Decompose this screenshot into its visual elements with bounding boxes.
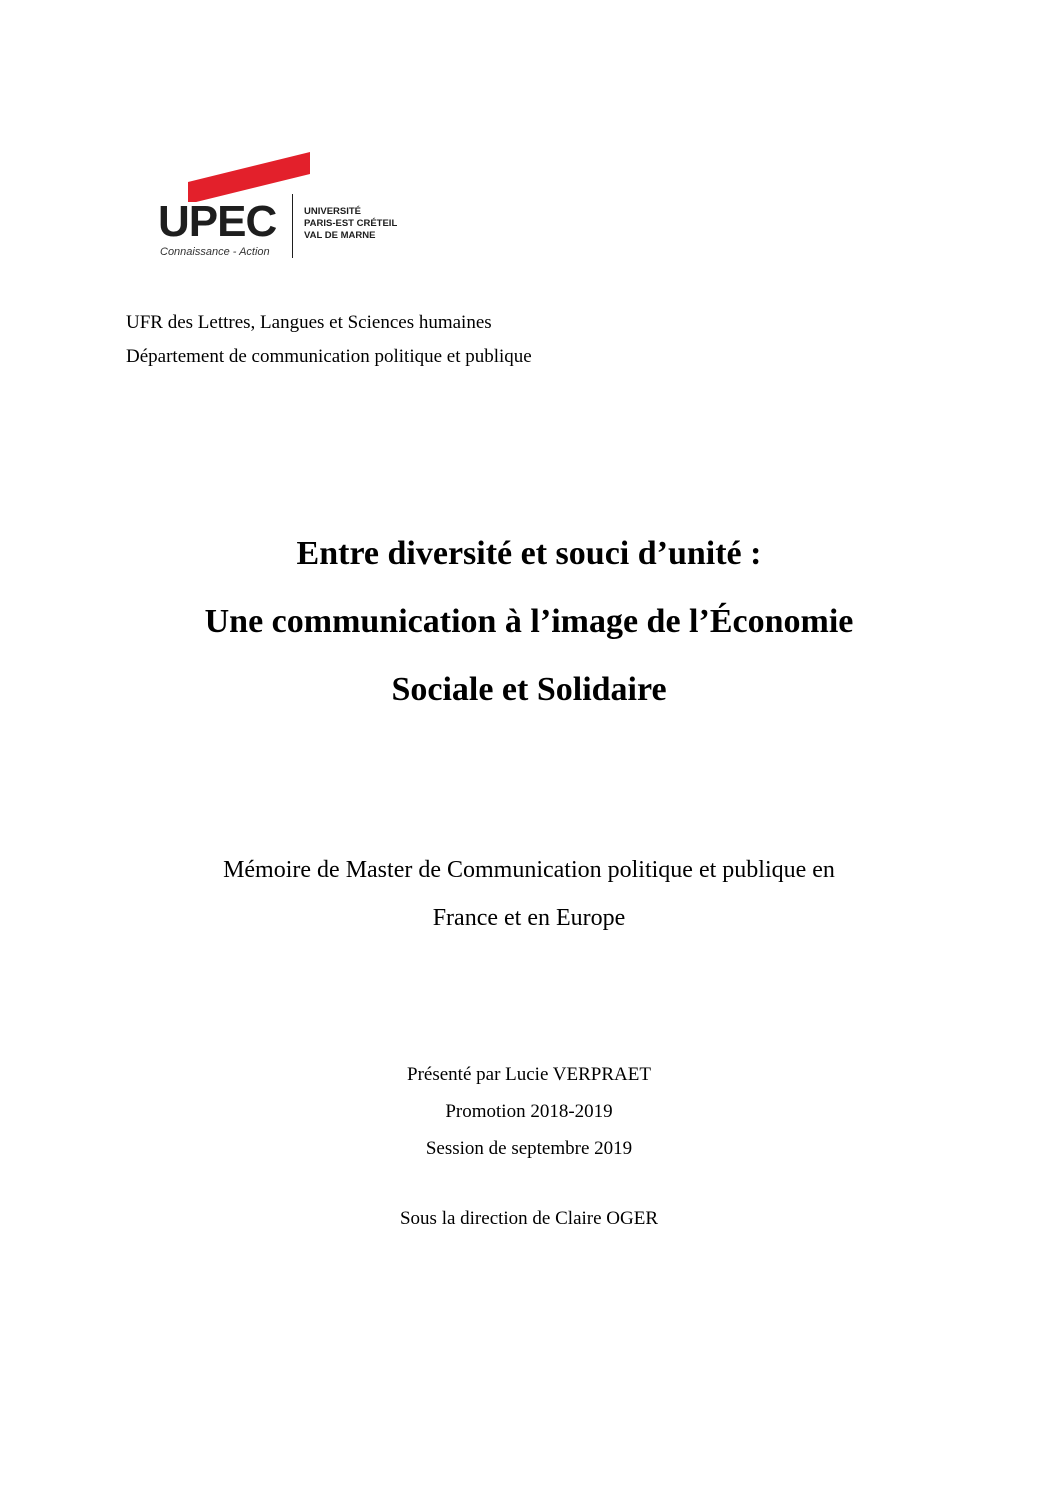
session: Session de septembre 2019 <box>425 1138 633 1159</box>
university-logo <box>158 152 408 262</box>
logo-red-bar-icon <box>188 152 318 202</box>
logo-university-line-1: UNIVERSITÉ <box>304 206 362 217</box>
title-line-1: Entre diversité et souci d’unité : <box>296 535 762 572</box>
subtitle-line-1: Mémoire de Master de Communication politique et publique en <box>223 857 835 883</box>
department-name: Département de communication politique et publique <box>126 346 532 367</box>
document-title <box>0 520 1058 724</box>
logo-divider <box>292 194 293 258</box>
author-info <box>0 1056 1058 1167</box>
promotion: Promotion 2018-2019 <box>445 1101 613 1122</box>
presented-by: Présenté par Lucie VERPRAET <box>407 1064 651 1085</box>
title-line-2: Une communication à l’image de l’Économie <box>204 603 854 640</box>
thesis-director: Sous la direction de Claire OGER <box>399 1208 659 1229</box>
title-line-3: Sociale et Solidaire <box>391 671 667 708</box>
document-subtitle <box>0 846 1058 942</box>
logo-university-name <box>304 206 397 242</box>
logo-university-line-3: VAL DE MARNE <box>304 230 376 241</box>
logo-tagline: Connaissance - Action <box>160 246 270 258</box>
department-block <box>126 306 532 374</box>
logo-university-line-2: PARIS-EST CRÉTEIL <box>304 218 398 229</box>
faculty-name: UFR des Lettres, Langues et Sciences humaines <box>126 312 492 333</box>
subtitle-line-2: France et en Europe <box>432 905 626 931</box>
logo-wordmark: UPEC <box>158 197 277 246</box>
